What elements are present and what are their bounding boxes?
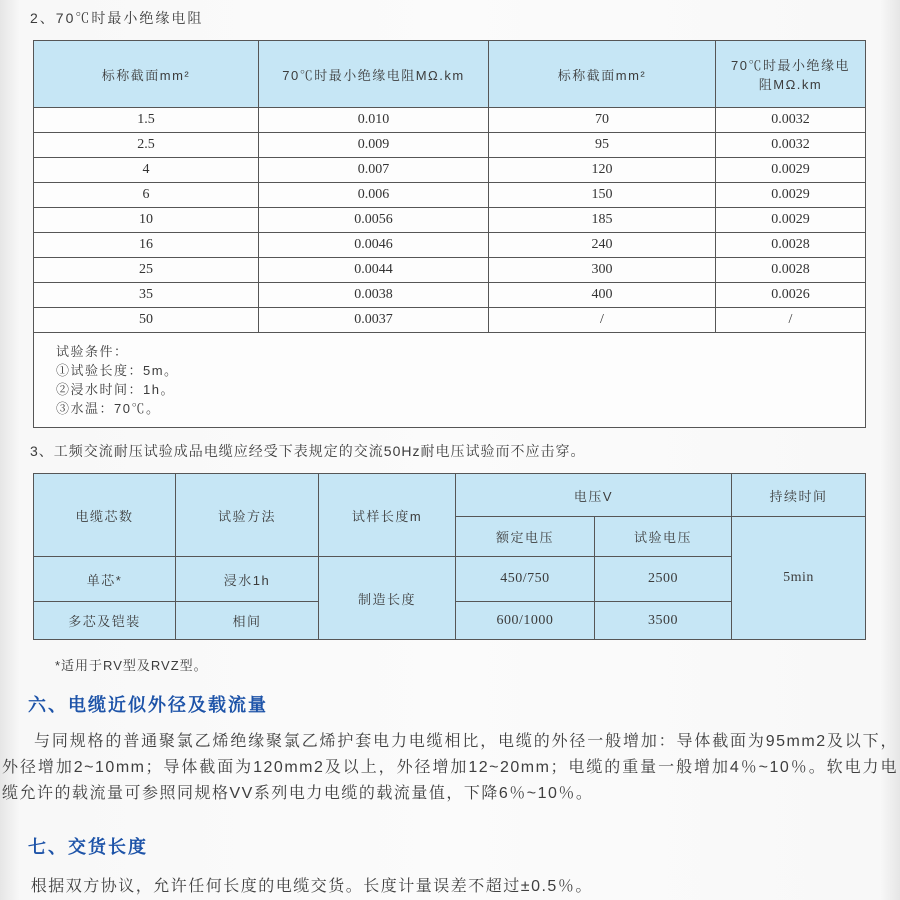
section2-heading: 2、70℃时最小绝缘电阻 [30,10,204,26]
cell-section: 35 [34,283,259,308]
voltage-test-table [33,473,866,640]
section7-heading: 七、交货长度 [28,837,148,857]
cell-resistance: 0.0026 [716,283,866,308]
table-row [34,133,866,158]
cell-method-immersion: 浸水1h [176,557,319,602]
document-page [0,8,900,895]
cell-rated-voltage: 600/1000 [456,602,595,640]
column-header-nominal-section-right: 标称截面mm² [489,41,716,108]
cell-rated-voltage: 450/750 [456,557,595,602]
table-row [34,283,866,308]
voltage-table-header-row-1 [34,474,866,517]
table-row [34,158,866,183]
column-header-nominal-section-left: 标称截面mm² [34,41,259,108]
cell-section: 70 [489,108,716,133]
cell-test-voltage: 2500 [595,557,732,602]
section6-heading: 六、电缆近似外径及载流量 [28,695,268,715]
table-row [34,108,866,133]
cell-section: 400 [489,283,716,308]
cell-manufacture-length: 制造长度 [319,557,456,640]
header-cable-cores: 电缆芯数 [34,474,176,557]
cell-resistance: 0.0028 [716,258,866,283]
header-rated-voltage: 额定电压 [456,517,595,557]
cell-resistance: 0.007 [259,158,489,183]
cell-resistance: 0.0029 [716,183,866,208]
table2-footnote: *适用于RV型及RVZ型。 [55,658,208,673]
test-conditions-title: 试验条件： [56,344,129,359]
cell-section: 4 [34,158,259,183]
header-test-method: 试验方法 [176,474,319,557]
resistance-table-header-row [34,41,866,108]
cell-resistance: 0.0029 [716,208,866,233]
section3-heading: 3、工频交流耐压试验成品电缆应经受下表规定的交流50Hz耐电压试验而不应击穿。 [30,443,586,459]
cell-resistance: 0.0029 [716,158,866,183]
table-row [34,208,866,233]
cell-resistance: 0.0032 [716,133,866,158]
table-row [34,183,866,208]
test-condition-length: ①试验长度：5m。 [56,363,179,378]
cell-section: 16 [34,233,259,258]
resistance-table [33,40,866,428]
table-footnote-row [34,333,866,428]
cell-resistance: 0.0038 [259,283,489,308]
header-voltage-group: 电压V [456,474,732,517]
cell-duration-value: 5min [732,517,866,640]
cell-section: / [489,308,716,333]
section6-paragraph: 与同规格的普通聚氯乙烯绝缘聚氯乙烯护套电力电缆相比，电缆的外径一般增加：导体截面为95mm2及以下，外径增加2~10mm；导体截面为120mm2及以上，外径增加12~20mm；电缆的重量一般增加4％~10％。软电力电缆允许的载流量可参照同规格VV系列电力电缆的载流量值，下降6％~10％。 [2,733,898,802]
header-duration: 持续时间 [732,474,866,517]
test-condition-immersion: ②浸水时间：1h。 [56,382,175,397]
test-conditions-cell [34,333,866,428]
test-condition-temperature: ③水温：70℃。 [56,401,161,416]
header-sample-length: 试样长度m [319,474,456,557]
cell-resistance: 0.0028 [716,233,866,258]
cell-section: 6 [34,183,259,208]
cell-section: 2.5 [34,133,259,158]
table-row [34,258,866,283]
cell-cores-multi: 多芯及铠装 [34,602,176,640]
cell-resistance: 0.010 [259,108,489,133]
cell-method-phase: 相间 [176,602,319,640]
cell-resistance: 0.006 [259,183,489,208]
cell-resistance: 0.0044 [259,258,489,283]
cell-section: 150 [489,183,716,208]
cell-resistance: / [716,308,866,333]
cell-section: 240 [489,233,716,258]
header-test-voltage: 试验电压 [595,517,732,557]
cell-section: 95 [489,133,716,158]
cell-section: 300 [489,258,716,283]
cell-resistance: 0.009 [259,133,489,158]
cell-resistance: 0.0032 [716,108,866,133]
column-header-min-resistance-right: 70℃时最小绝缘电阻MΩ.km [716,41,866,108]
cell-section: 1.5 [34,108,259,133]
cell-section: 10 [34,208,259,233]
cell-section: 25 [34,258,259,283]
cell-cores-single: 单芯* [34,557,176,602]
cell-section: 185 [489,208,716,233]
cell-resistance: 0.0046 [259,233,489,258]
cell-resistance: 0.0056 [259,208,489,233]
table-row [34,233,866,258]
table-row [34,308,866,333]
cell-section: 50 [34,308,259,333]
column-header-min-resistance-left: 70℃时最小绝缘电阻MΩ.km [259,41,489,108]
section7-paragraph: 根据双方协议，允许任何长度的电缆交货。长度计量误差不超过±0.5％。 [30,878,593,895]
cell-resistance: 0.0037 [259,308,489,333]
cell-section: 120 [489,158,716,183]
cell-test-voltage: 3500 [595,602,732,640]
